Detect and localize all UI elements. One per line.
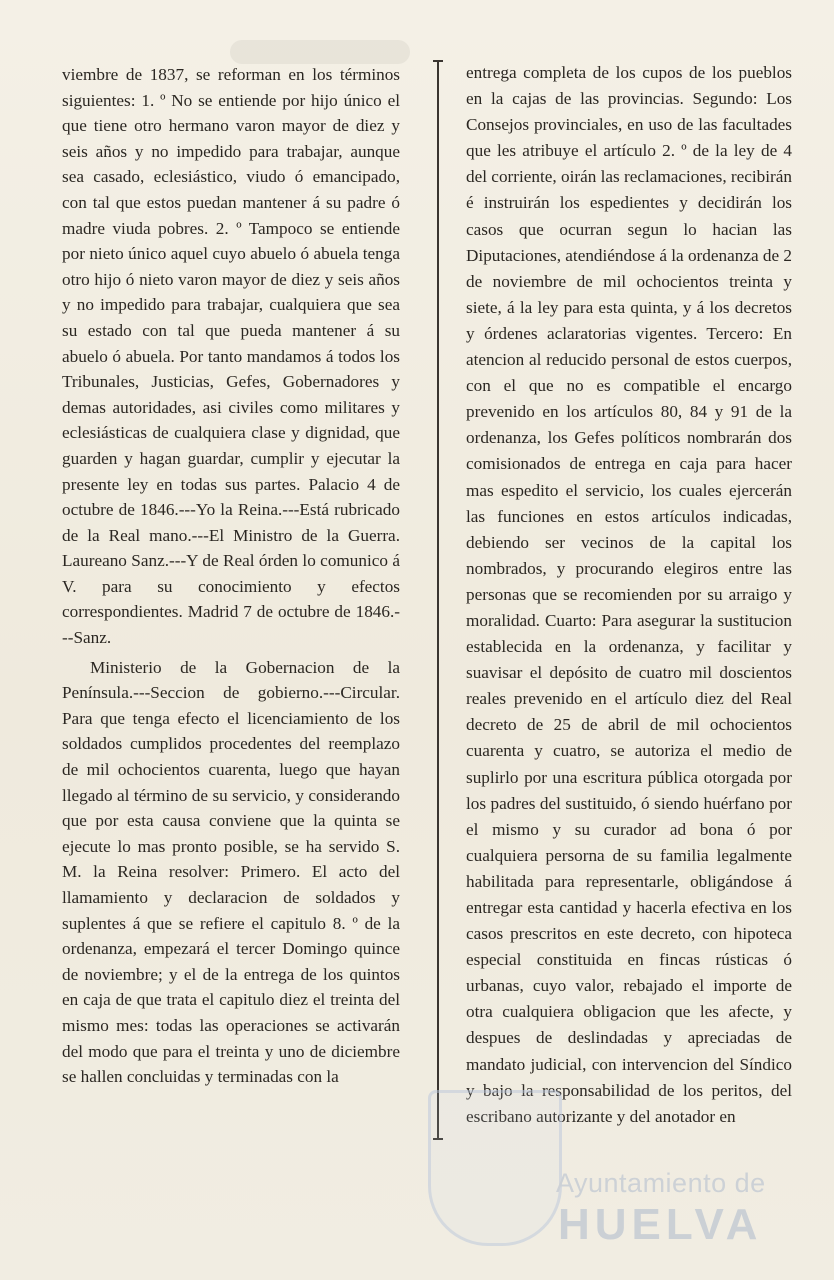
huelva-watermark	[428, 1060, 768, 1280]
right-text-column	[466, 60, 792, 1130]
bleed-through-smudge	[230, 40, 410, 64]
right-paragraph-1: entrega completa de los cupos de los pueblos en la cajas de las provincias. Segundo: Los Consejos provinciales, en uso de las facultades que les atribuye el artículo 2. º de la ley de 4 del corriente, oirán las reclamaciones, recibirán é instruirán los espedientes y decidirán los casos que ocurran segun lo hacian las Diputaciones, atendiéndose á la ordenanza de 2 de noviembre de mil ochocientos treinta y siete, á la ley para esta quinta, y á los decretos y órdenes aclaratorias vigentes. Tercero: En atencion al reducido personal de estos cuerpos, con el que no es compatible el encargo prevenido en los artículos 80, 84 y 91 de la ordenanza, los Gefes políticos nombrarán dos comisionados de entrega en caja para hacer mas espedito el servicio, los cuales ejercerán las funciones en estos artículos indicadas, debiendo ser vecinos de la capital los nombrados, y procurando elegiros entre las personas que se recomienden por su arraigo y moralidad. Cuarto: Para asegurar la sustitucion establecida en la ordenanza, y facilitar y suavisar el depósito de cuatro mil doscientos reales prevenido en el artículo diez del Real decreto de 25 de abril de mil ochocientos cuarenta y cuatro, se autoriza el medio de suplirlo por una escritura pública otorgada por los padres del sustituido, ó siendo huérfano por el mismo y su curador ad bona ó por cualquiera persorna de su familia legalmente habilitada para representarle, obligándose á entregar esta cantidad y hacerla efectiva en los casos prescritos en este decreto, con hipoteca especial constituida en fincas rústicas ó urbanas, cuyo valor, rebajado el importe de otra cualquiera obligacion que les afecte, y despues de deslindadas y apreciadas de mandato judicial, con intervencion del Síndico y bajo la responsabilidad de los peritos, del escribano autorizante y del anotador en	[466, 63, 792, 1126]
left-text-column	[62, 62, 400, 1090]
coat-of-arms-icon	[428, 1090, 562, 1246]
left-paragraph-2: Ministerio de la Gobernacion de la Península.---Seccion de gobierno.---Circular. Para que tenga efecto el licenciamiento de los soldados cumplidos procedentes del reemplazo de mil ochocientos cuarenta, luego que hayan llegado al término de su servicio, y considerando que por esta causa conviene que la quinta se ejecute lo mas pronto posible, se ha servido S. M. la Reina resolver: Primero. El acto del llamamiento y declaracion de soldados y suplentes á que se refiere el capitulo 8. º de la ordenanza, empezará el tercer Domingo quince de noviembre; y el de la entrega de los quintos en caja de que trata el capitulo diez el treinta del mismo mes: todas las operaciones se activarán del modo que para el treinta y uno de diciembre se hallen concluidas y terminadas con la	[62, 657, 400, 1087]
watermark-line-2: HUELVA	[558, 1200, 763, 1249]
column-divider-rule	[437, 60, 439, 1140]
left-paragraph-1: viembre de 1837, se reforman en los términos siguientes: 1. º No se entiende por hijo único el que tiene otro hermano varon mayor de diez y seis años y no impedido para trabajar, aunque sea casado, eclesiástico, viudo ó emancipado, con tal que estos puedan mantener á su padre ó madre viuda pobres. 2. º Tampoco se entiende por nieto único aquel cuyo abuelo ó abuela tenga otro hijo ó nieto varon mayor de diez y seis años y no impedido para trabajar, cualquiera que sea su estado con tal que pueda mantener á su abuelo ó abuela. Por tanto mandamos á todos los Tribunales, Justicias, Gefes, Gobernadores y demas autoridades, asi civiles como militares y eclesiásticas de cualquiera clase y dignidad, que guarden y hagan guardar, cumplir y ejecutar la presente ley en todas sus partes. Palacio 4 de octubre de 1846.---Yo la Reina.---Está rubricado de la Real mano.---El Ministro de la Guerra. Laureano Sanz.---Y de Real órden lo comunico á V. para su conocimiento y efectos correspondientes. Madrid 7 de octubre de 1846.---Sanz.	[62, 65, 400, 648]
column-divider-top-cap	[433, 60, 443, 62]
watermark-line-1: Ayuntamiento de	[556, 1168, 766, 1198]
